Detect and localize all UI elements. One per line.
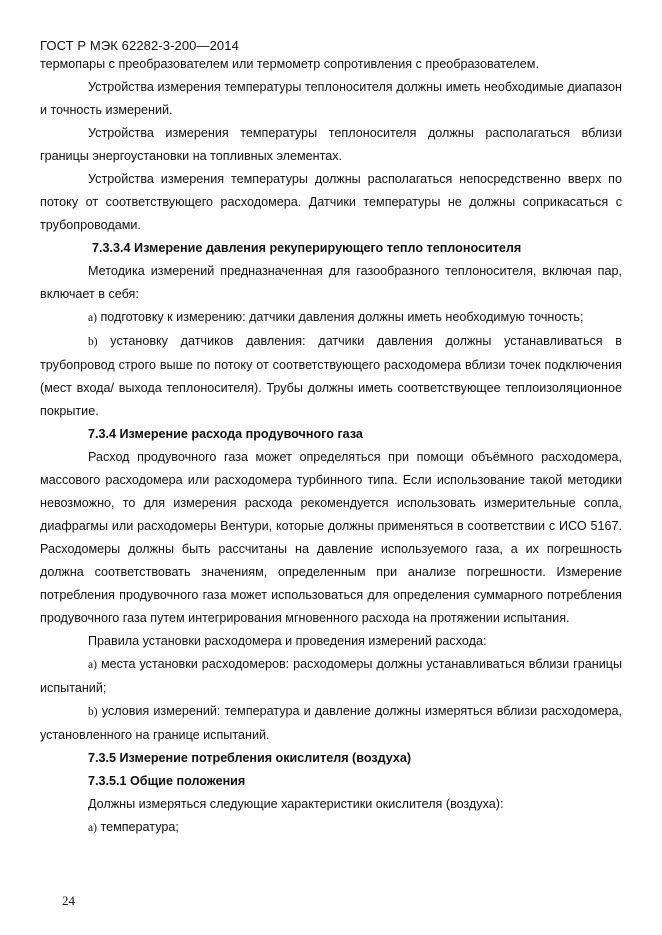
subsection-heading: 7.3.5.1 Общие положения — [88, 774, 246, 788]
paragraph: Методика измерений предназначенная для газообразного теплоносителя, включая пар, включает в себя: — [40, 264, 622, 301]
paragraph: Правила установки расходомера и проведения измерений расхода: — [88, 634, 487, 648]
section-heading: 7.3.4 Измерение расхода продувочного газа — [88, 427, 363, 441]
section-heading: 7.3.5 Измерение потребления окислителя (воздуха) — [88, 751, 412, 765]
list-item: a) места установки расходомеров: расходомеры должны устанавливаться вблизи границы испытаний; — [40, 657, 623, 695]
paragraph: Устройства измерения температуры должны располагаться непосредственно вверх по потоку от соответствующего расходомера. Датчики температуры не должны соприкасаться с трубопроводами. — [40, 172, 622, 232]
paragraph: Должны измеряться следующие характеристики окислителя (воздуха): — [88, 797, 504, 811]
list-marker: b) — [88, 336, 98, 348]
page-number: 24 — [62, 893, 75, 908]
list-item: b) установку датчиков давления: датчики давления должны устанавливаться в трубопровод строго выше по потоку от соответствующего расходомера вблизи точек подключения (мест входа/ выхода теплоносителя). Трубы должны иметь соответствующее теплоизоляционное покрытие. — [40, 334, 623, 418]
list-marker: b) — [88, 706, 98, 718]
list-marker: a) — [88, 822, 97, 834]
paragraph: Расход продувочного газа может определяться при помощи объёмного расходомера, массового расходомера или расходомера турбинного типа. Если использование такой методики невозможно, то для измерения расхода рекомендуется использовать измерительные сопла, диафрагмы или расходомеры Вентури, которые должны применяться в соответствии с ИСО 5167. Расходомеры должны быть рассчитаны на давление используемого газа, а их погрешность должна соответствовать значениям, определенным при анализе погрешности. Измерение потребления продувочного газа может использоваться для определения суммарного потребления продувочного газа путем интегрирования мгновенного расхода на протяжении испытания. — [40, 450, 622, 625]
paragraph: Устройства измерения температуры теплоносителя должны иметь необходимые диапазон и точность измерений. — [40, 80, 622, 117]
standard-header: ГОСТ Р МЭК 62282-3-200—2014 — [40, 38, 239, 53]
body-text — [40, 53, 622, 840]
section-heading: 7.3.3.4 Измерение давления рекуперирующего тепло теплоносителя — [92, 241, 522, 255]
list-item: a) подготовку к измерению: датчики давления должны иметь необходимую точность; — [88, 310, 584, 324]
list-item: a) температура; — [88, 820, 179, 834]
paragraph: термопары с преобразователем или термометр сопротивления с преобразователем. — [40, 57, 539, 71]
list-marker: a) — [88, 659, 97, 671]
paragraph: Устройства измерения температуры теплоносителя должны располагаться вблизи границы энергоустановки на топливных элементах. — [40, 126, 622, 163]
list-marker: a) — [88, 312, 97, 324]
list-item: b) условия измерений: температура и давление должны измеряться вблизи расходомера, установленного на границе испытаний. — [40, 704, 623, 742]
